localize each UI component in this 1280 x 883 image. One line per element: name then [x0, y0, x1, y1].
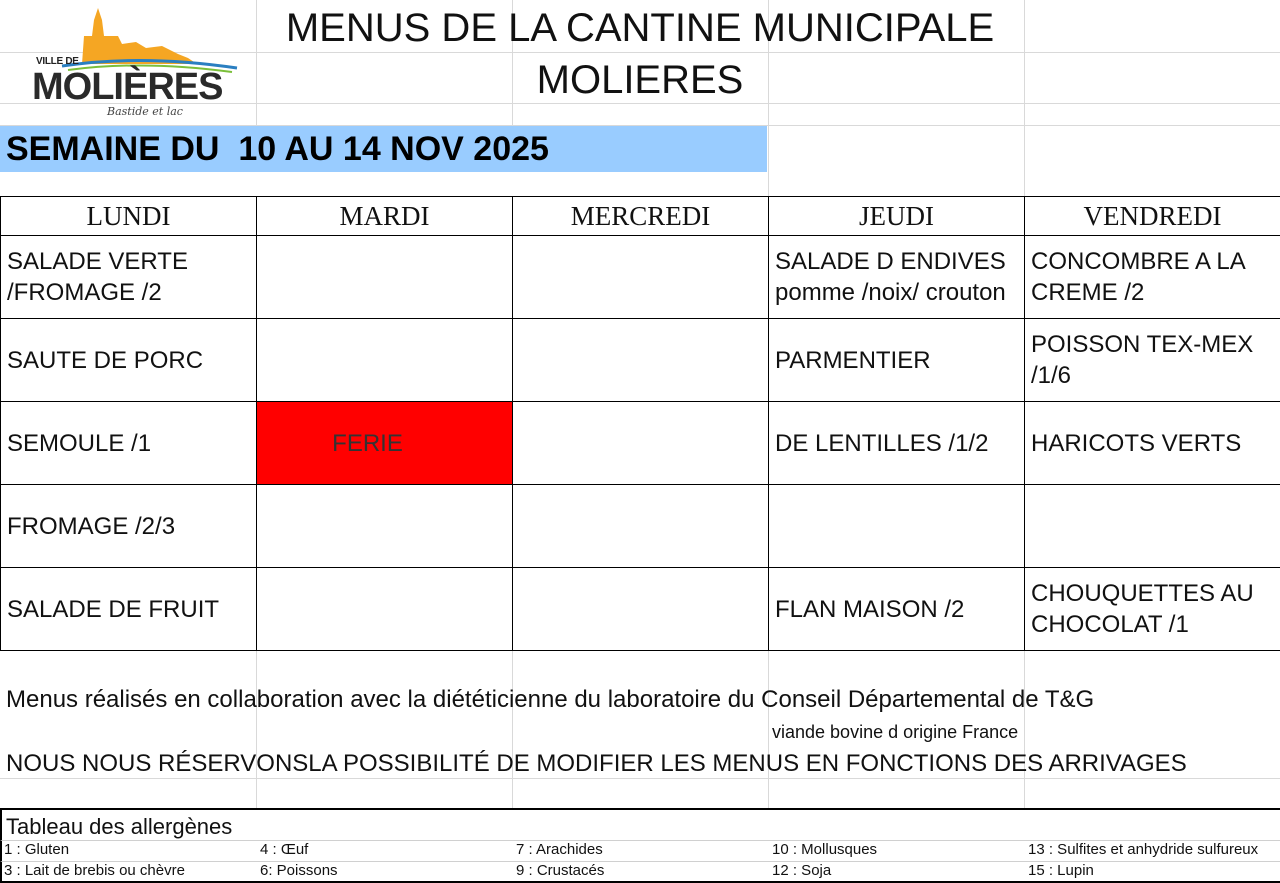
town-logo [22, 6, 242, 124]
gridline [1024, 650, 1025, 808]
menu-cell: CHOUQUETTES AU CHOCOLAT /1 [1025, 568, 1280, 651]
day-header-vendredi: VENDREDI [1025, 197, 1280, 236]
allergen-item: 7 : Arachides [516, 841, 603, 858]
menu-cell: HARICOTS VERTS [1025, 402, 1280, 485]
gridline [0, 778, 1280, 779]
menu-cell: CONCOMBRE A LA CREME /2 [1025, 236, 1280, 319]
allergen-item: 12 : Soja [772, 862, 832, 879]
page-title: MENUS DE LA CANTINE MUNICIPALE [285, 6, 995, 50]
reserve-note: NOUS NOUS RÉSERVONSLA POSSIBILITÉ DE MODIFIER LES MENUS EN FONCTIONS DES ARRIVAGES [6, 750, 1187, 777]
menu-table [0, 196, 1280, 651]
day-header-lundi: LUNDI [1, 197, 257, 236]
day-header-row [1, 197, 1280, 236]
menu-cell: DE LENTILLES /1/2 [769, 402, 1025, 485]
menu-cell: PARMENTIER [769, 319, 1025, 402]
holiday-cell: FERIE [257, 402, 513, 485]
gridline [512, 650, 513, 808]
menu-cell [769, 485, 1025, 568]
menu-row-main [1, 319, 1280, 402]
collaboration-note: Menus réalisés en collaboration avec la diététicienne du laboratoire du Conseil Départemental de T&G [6, 686, 1095, 713]
menu-cell [257, 568, 513, 651]
menu-cell [257, 319, 513, 402]
menu-row-side [1, 402, 1280, 485]
menu-cell: FLAN MAISON /2 [769, 568, 1025, 651]
gridline [1024, 0, 1025, 196]
menu-row-starter [1, 236, 1280, 319]
menu-cell: POISSON TEX-MEX /1/6 [1025, 319, 1280, 402]
menu-row-dairy [1, 485, 1280, 568]
day-header-mercredi: MERCREDI [513, 197, 769, 236]
menu-cell [257, 236, 513, 319]
gridline [768, 650, 769, 808]
gridline [256, 650, 257, 808]
menu-cell: FROMAGE /2/3 [1, 485, 257, 568]
menu-cell [513, 485, 769, 568]
allergen-item: 4 : Œuf [260, 841, 309, 858]
menu-cell: SALADE D ENDIVES pomme /noix/ crouton [769, 236, 1025, 319]
menu-cell: SAUTE DE PORC [1, 319, 257, 402]
menu-cell [513, 568, 769, 651]
menu-cell [257, 485, 513, 568]
page-subtitle: MOLIERES [536, 58, 744, 102]
menu-cell [513, 402, 769, 485]
allergen-item: 13 : Sulfites et anhydride sulfureux [1028, 841, 1259, 858]
allergen-item: 10 : Mollusques [772, 841, 878, 858]
menu-cell: SEMOULE /1 [1, 402, 257, 485]
menu-cell [513, 236, 769, 319]
menu-cell: SALADE VERTE /FROMAGE /2 [1, 236, 257, 319]
menu-cell [1025, 485, 1280, 568]
logo-tagline: Bastide et lac [107, 105, 183, 118]
menu-cell [513, 319, 769, 402]
logo-town-name: MOLIÈRES [32, 66, 223, 108]
menu-cell: SALADE DE FRUIT [1, 568, 257, 651]
allergen-item: 3 : Lait de brebis ou chèvre [4, 862, 185, 879]
allergen-table-title: Tableau des allergènes [6, 814, 233, 839]
day-header-jeudi: JEUDI [769, 197, 1025, 236]
menu-row-dessert [1, 568, 1280, 651]
allergen-item: 6: Poissons [260, 862, 338, 879]
meat-origin-note: viande bovine d origine France [772, 722, 1019, 742]
day-header-mardi: MARDI [257, 197, 513, 236]
allergen-item: 9 : Crustacés [516, 862, 605, 879]
week-banner: SEMAINE DU 10 AU 14 NOV 2025 [0, 126, 767, 172]
allergen-item: 15 : Lupin [1028, 862, 1094, 879]
logo-ville-de: VILLE DE [36, 56, 79, 67]
allergen-item: 1 : Gluten [4, 841, 70, 858]
